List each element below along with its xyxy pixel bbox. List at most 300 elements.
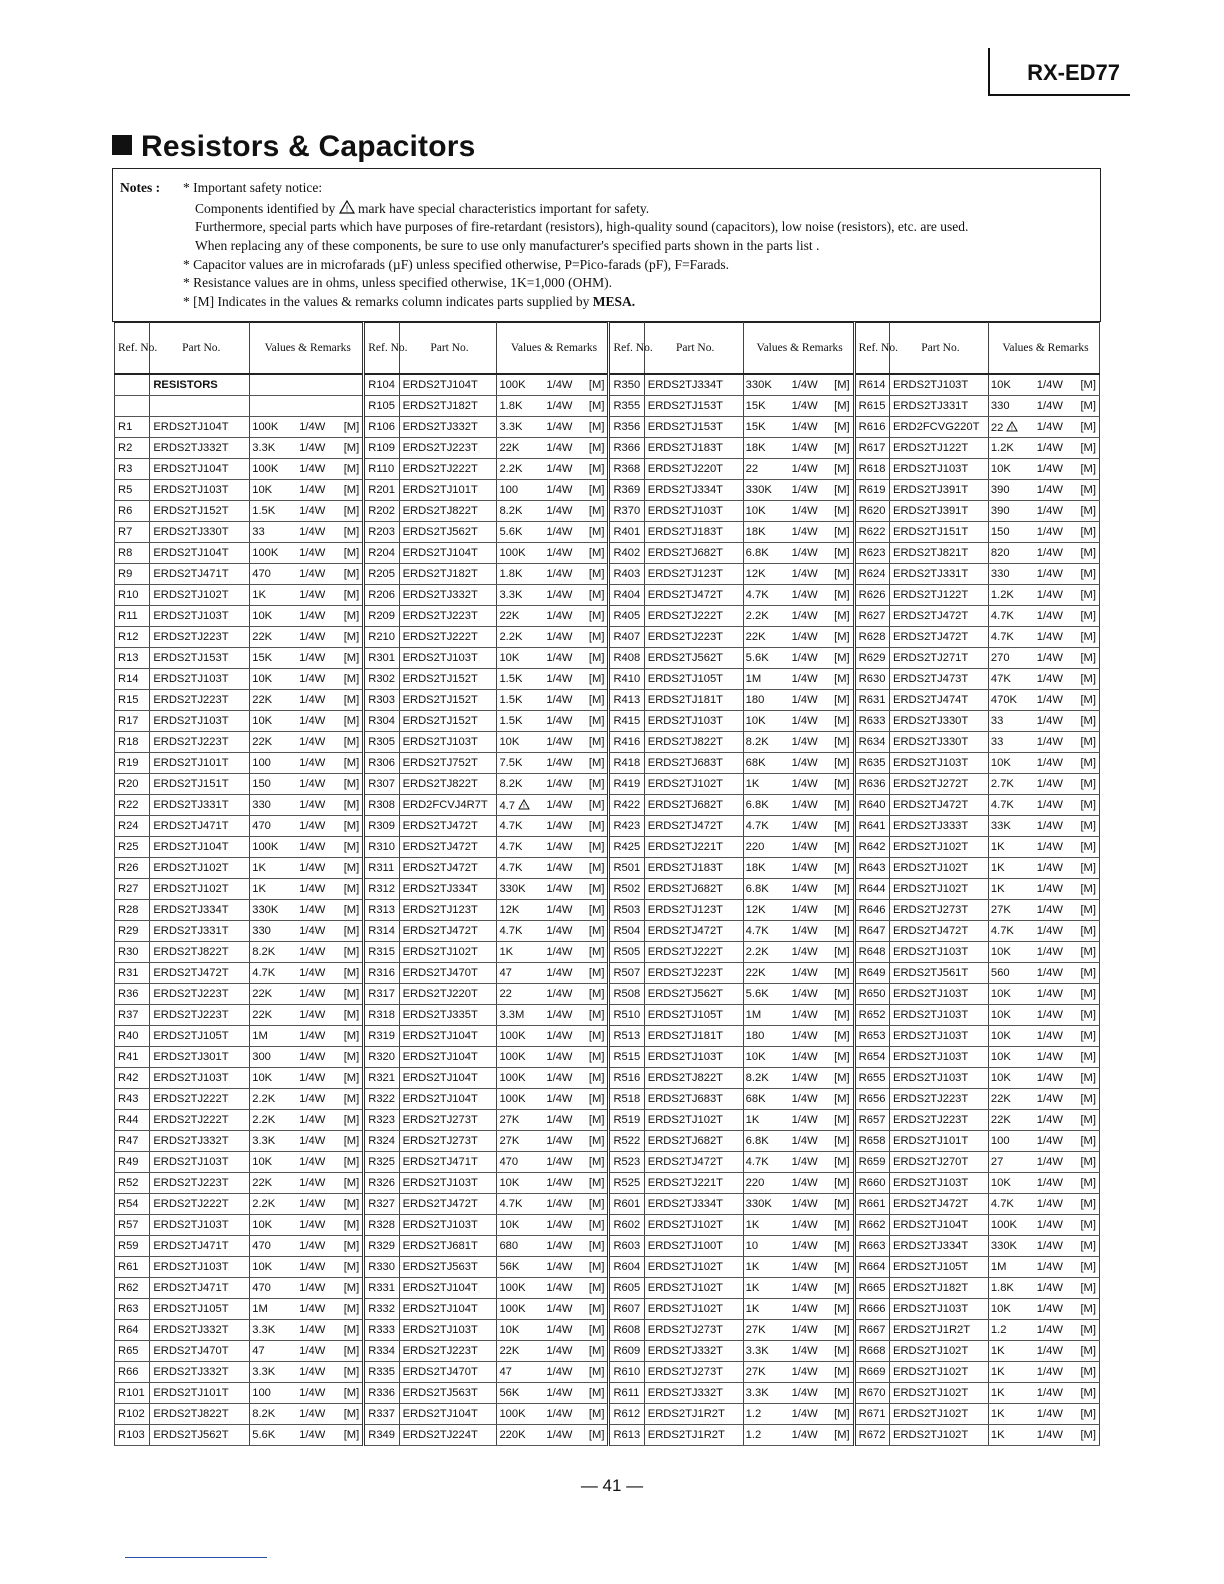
value-text: 12K [499,904,520,916]
value-text: 4.7K [499,820,523,832]
ref-no-cell: R335 [364,1362,399,1383]
mesa-mark-cell: [M] [1075,1362,1099,1383]
ref-no-cell: R402 [609,543,644,564]
table-row [115,690,1100,711]
power-cell: 1/4W [297,480,337,501]
mesa-mark-cell: [M] [585,732,609,753]
value-text: 1.5K [499,673,523,685]
part-no-cell: ERDS2TJ152T [399,690,497,711]
part-no-cell: ERDS2TJ104T [150,459,250,480]
part-no-cell: ERDS2TJ332T [150,1320,250,1341]
ref-no-cell: R17 [115,711,150,732]
mesa-mark-cell: [M] [830,732,854,753]
value-cell [497,1026,544,1047]
value-text: 22K [990,1114,1011,1126]
mesa-mark-cell: [M] [585,816,609,837]
power-cell: 1/4W [297,522,337,543]
ref-no-cell: R309 [364,816,399,837]
part-no-cell: ERDS2TJ222T [399,459,497,480]
mesa-mark-cell: [M] [1075,711,1099,732]
value-cell [250,1089,297,1110]
power-cell: 1/4W [790,585,830,606]
value-cell [743,732,789,753]
value-text: 100K [252,841,279,853]
ref-no-cell: R7 [115,522,150,543]
mesa-mark-cell: [M] [1075,837,1099,858]
value-text: 10K [990,1030,1011,1042]
mesa-mark-cell: [M] [338,858,364,879]
mesa-mark-cell: [M] [585,1005,609,1026]
value-cell [743,921,789,942]
header-part-no: Part No. [150,323,250,375]
power-cell: 1/4W [544,711,584,732]
value-cell [988,543,1034,564]
value-cell [497,1383,544,1404]
mesa-mark-cell: [M] [1075,1089,1099,1110]
model-header [988,48,1130,96]
ref-no-cell: R47 [115,1131,150,1152]
ref-no-cell: R210 [364,627,399,648]
part-no-cell: ERDS2TJ104T [399,374,497,396]
ref-no-cell: R405 [609,606,644,627]
part-no-cell: ERDS2TJ103T [889,753,988,774]
value-text: 3.3K [252,1135,276,1147]
ref-no-cell: R102 [115,1404,150,1425]
power-cell: 1/4W [297,438,337,459]
part-no-cell: ERDS2TJ471T [150,1278,250,1299]
table-row [115,374,1100,396]
part-no-cell: ERDS2TJ104T [399,1089,497,1110]
value-text: 4.7K [990,925,1014,937]
mesa-mark-cell: [M] [830,1089,854,1110]
value-text: 330K [990,1240,1018,1252]
mesa-mark-cell: [M] [585,921,609,942]
value-cell [743,1152,789,1173]
ref-no-cell: R656 [854,1089,889,1110]
value-text: 100 [990,1135,1010,1147]
ref-no-cell: R44 [115,1110,150,1131]
power-cell: 1/4W [1035,1257,1075,1278]
value-cell [743,1089,789,1110]
value-text: 3.3K [745,1345,769,1357]
value-cell [743,1215,789,1236]
ref-no-cell: R304 [364,711,399,732]
ref-no-cell: R209 [364,606,399,627]
value-text: 27K [499,1114,520,1126]
part-no-cell: ERDS2TJ223T [150,732,250,753]
value-cell [988,837,1034,858]
part-no-cell: ERDS2TJ183T [644,438,743,459]
mesa-mark-cell: [M] [1075,879,1099,900]
mesa-mark-cell: [M] [830,1383,854,1404]
mesa-mark-cell: [M] [830,1362,854,1383]
power-cell: 1/4W [790,1026,830,1047]
table-row [115,774,1100,795]
power-cell: 1/4W [790,816,830,837]
part-no-cell: ERDS2TJ220T [644,459,743,480]
value-cell [988,1362,1034,1383]
ref-no-cell: R356 [609,417,644,438]
ref-no-cell: R525 [609,1173,644,1194]
ref-no-cell: R59 [115,1236,150,1257]
value-cell [497,1089,544,1110]
value-text: 100K [252,463,279,475]
value-text: 10K [499,652,520,664]
part-no-cell: ERDS2TJ102T [644,1257,743,1278]
value-text: 4.7K [990,610,1014,622]
power-cell: 1/4W [790,374,830,396]
part-no-cell: ERDS2TJ561T [889,963,988,984]
mesa-mark-cell: [M] [338,1194,364,1215]
value-cell [497,438,544,459]
value-cell [497,627,544,648]
safety-line-1-pre: Components identified by [195,201,336,216]
mesa-mark-cell: [M] [585,543,609,564]
mesa-mark-cell: [M] [1075,1299,1099,1320]
power-cell: 1/4W [297,417,337,438]
value-text: 470 [499,1156,519,1168]
part-no-cell: ERDS2TJ103T [150,1068,250,1089]
power-cell: 1/4W [297,711,337,732]
ref-no-cell: R507 [609,963,644,984]
header-ref-no: Ref. No. [115,323,150,375]
power-cell: 1/4W [297,837,337,858]
value-cell [988,900,1034,921]
power-cell: 1/4W [1035,522,1075,543]
mesa-mark-cell: [M] [1075,564,1099,585]
bullet-square-icon [112,135,132,155]
part-no-cell: ERDS2TJ273T [399,1110,497,1131]
ref-no-cell: R104 [364,374,399,396]
value-text: 10K [252,715,273,727]
capacitor-note: * Capacitor values are in microfarads (µF) unless specified otherwise, P=Pico-farads (pF), F=Farads. [183,257,729,272]
ref-no-cell: R617 [854,438,889,459]
mesa-mark-cell: [M] [1075,1404,1099,1425]
part-no-cell: ERDS2TJ332T [150,438,250,459]
value-text: 22K [499,442,520,454]
value-cell [497,1299,544,1320]
parts-table [114,322,1100,1446]
power-cell: 1/4W [544,1404,584,1425]
table-row [115,564,1100,585]
part-no-cell: ERDS2TJ103T [889,984,988,1005]
value-text: 4.7K [990,1198,1014,1210]
ref-no-cell: R302 [364,669,399,690]
part-no-cell: ERDS2TJ103T [889,1005,988,1026]
part-no-cell: ERDS2TJ472T [889,921,988,942]
ref-no-cell: R2 [115,438,150,459]
part-no-cell: ERDS2TJ822T [399,501,497,522]
value-text: 220 [745,1177,765,1189]
value-cell [988,585,1034,606]
ref-no-cell: R103 [115,1425,150,1446]
power-cell: 1/4W [790,669,830,690]
value-cell [497,1341,544,1362]
part-no-cell: ERDS2TJ102T [150,858,250,879]
ref-no-cell: R407 [609,627,644,648]
part-no-cell: ERDS2TJ182T [399,564,497,585]
part-no-cell: ERDS2TJ752T [399,753,497,774]
mesa-mark-cell: [M] [585,1047,609,1068]
power-cell: 1/4W [1035,1068,1075,1089]
mesa-mark-cell: [M] [1075,501,1099,522]
value-text: 1K [252,883,266,895]
ref-no-cell: R418 [609,753,644,774]
mesa-mark-cell: [M] [338,753,364,774]
ref-no-cell: R403 [609,564,644,585]
mesa-mark-cell: [M] [830,1320,854,1341]
part-no-cell: ERDS2TJ334T [889,1236,988,1257]
value-text: 100K [499,547,526,559]
power-cell: 1/4W [1035,564,1075,585]
value-text: 4.7K [990,799,1014,811]
mesa-mark-cell: [M] [585,669,609,690]
part-no-cell: ERDS2TJ105T [889,1257,988,1278]
value-text: 1.8K [499,400,523,412]
value-cell [743,1320,789,1341]
ref-no-cell: R623 [854,543,889,564]
part-no-cell: ERDS2TJ301T [150,1047,250,1068]
value-text: 470 [252,1282,271,1294]
value-text: 1K [990,841,1005,853]
value-cell [250,1299,297,1320]
ref-no-cell: R613 [609,1425,644,1446]
table-row [115,900,1100,921]
mesa-mark-cell: [M] [338,1047,364,1068]
ref-no-cell: R649 [854,963,889,984]
value-cell [988,1047,1034,1068]
power-cell: 1/4W [544,837,584,858]
part-no-cell: ERDS2TJ222T [150,1110,250,1131]
value-text: 15K [745,400,766,412]
part-no-cell: ERDS2TJ330T [889,711,988,732]
power-cell: 1/4W [790,1341,830,1362]
part-no-cell: ERDS2TJ103T [399,648,497,669]
value-text: 100 [252,1387,271,1399]
safety-line-2: Furthermore, special parts which have purposes of fire-retardant (resistors), high-quality sound (capacitors), low noise (resistors), etc. are used. [195,219,969,234]
mesa-mark-cell: [M] [830,1131,854,1152]
value-cell [250,480,297,501]
power-cell: 1/4W [1035,1299,1075,1320]
table-row [115,1320,1100,1341]
ref-no-cell: R322 [364,1089,399,1110]
mesa-mark-cell: [M] [830,690,854,711]
mesa-mark-cell: [M] [830,816,854,837]
power-cell: 1/4W [1035,1215,1075,1236]
power-cell: 1/4W [297,1383,337,1404]
mesa-mark-cell: [M] [338,1299,364,1320]
power-cell: 1/4W [1035,732,1075,753]
ref-no-cell: R658 [854,1131,889,1152]
value-cell [497,774,544,795]
part-no-cell: ERDS2TJ471T [150,1236,250,1257]
value-cell [497,900,544,921]
mesa-mark-cell: [M] [338,1278,364,1299]
value-text: 22K [252,988,273,1000]
part-no-cell: ERDS2TJ223T [150,1173,250,1194]
part-no-cell: ERDS2TJ152T [399,711,497,732]
mesa-mark-cell: [M] [1075,396,1099,417]
part-no-cell: ERDS2TJ123T [644,564,743,585]
value-text: 1.5K [499,694,523,706]
value-text: 5.6K [745,988,769,1000]
part-no-cell: ERDS2TJ470T [399,963,497,984]
value-cell [250,732,297,753]
ref-no-cell: R5 [115,480,150,501]
part-no-cell: ERDS2TJ104T [399,1404,497,1425]
ref-no-cell: R328 [364,1215,399,1236]
value-cell [743,942,789,963]
mesa-mark-cell: [M] [1075,984,1099,1005]
mesa-mark-cell: [M] [830,900,854,921]
value-text: 330K [499,883,526,895]
notes-label: Notes : [120,180,161,195]
resistance-note: * Resistance values are in ohms, unless specified otherwise, 1K=1,000 (OHM). [183,275,613,290]
ref-no-cell: R404 [609,585,644,606]
ref-no-cell: R1 [115,417,150,438]
power-cell: 1/4W [297,858,337,879]
part-no-cell: ERDS2TJ1R2T [644,1404,743,1425]
mesa-mark-cell: [M] [1075,732,1099,753]
part-no-cell: ERDS2TJ103T [889,1299,988,1320]
power-cell: 1/4W [1035,480,1075,501]
power-cell: 1/4W [1035,543,1075,564]
ref-no-cell: R42 [115,1068,150,1089]
ref-no-cell: R670 [854,1383,889,1404]
value-cell [743,963,789,984]
notes-box [112,168,1101,322]
ref-no-cell: R636 [854,774,889,795]
value-cell [497,1425,544,1446]
power-cell: 1/4W [544,396,584,417]
mesa-mark-cell: [M] [1075,900,1099,921]
part-no-cell: ERDS2TJ334T [644,480,743,501]
part-no-cell: ERDS2TJ330T [889,732,988,753]
power-cell: 1/4W [1035,1131,1075,1152]
part-no-cell: ERDS2TJ105T [644,1005,743,1026]
mesa-mark-cell: [M] [585,837,609,858]
value-text: 1K [745,1282,760,1294]
power-cell: 1/4W [790,1068,830,1089]
part-no-cell: ERDS2TJ273T [889,900,988,921]
value-text: 1.2K [990,589,1014,601]
ref-no-cell: R41 [115,1047,150,1068]
part-no-cell: ERDS2TJ562T [644,984,743,1005]
mesa-mark-cell: [M] [1075,921,1099,942]
power-cell: 1/4W [790,1173,830,1194]
part-no-cell: ERDS2TJ683T [644,1089,743,1110]
value-text: 5.6K [745,652,769,664]
power-cell: 1/4W [1035,984,1075,1005]
value-cell [743,1005,789,1026]
value-cell [250,1068,297,1089]
table-row [115,795,1100,816]
value-cell [250,816,297,837]
power-cell: 1/4W [297,1047,337,1068]
part-no-cell: ERDS2TJ335T [399,1005,497,1026]
ref-no-cell: R326 [364,1173,399,1194]
part-no-cell: ERDS2TJ470T [399,1362,497,1383]
value-cell [988,879,1034,900]
mesa-mark-cell: [M] [338,690,364,711]
value-cell [250,1278,297,1299]
power-cell: 1/4W [297,879,337,900]
part-no-cell: ERDS2TJ183T [644,522,743,543]
mesa-mark-cell: [M] [338,837,364,858]
mesa-mark-cell: [M] [338,1236,364,1257]
power-cell: 1/4W [1035,606,1075,627]
ref-no-cell: R305 [364,732,399,753]
table-row [115,711,1100,732]
table-row [115,1425,1100,1446]
mesa-mark-cell: [M] [830,1005,854,1026]
value-cell [250,543,297,564]
power-cell: 1/4W [544,459,584,480]
part-no-cell: ERDS2TJ104T [150,543,250,564]
value-text: 22K [745,967,766,979]
ref-no-cell: R608 [609,1320,644,1341]
part-no-cell: ERDS2TJ472T [399,921,497,942]
ref-no-cell: R310 [364,837,399,858]
part-no-cell: ERDS2TJ102T [644,1299,743,1320]
power-cell: 1/4W [297,1173,337,1194]
value-text: 100K [499,1093,526,1105]
value-text: 100K [499,1030,526,1042]
value-text: 8.2K [252,946,276,958]
value-cell [743,1362,789,1383]
value-text: 3.3K [252,442,276,454]
value-cell [497,1131,544,1152]
warning-triangle-icon [518,799,530,810]
power-cell: 1/4W [544,585,584,606]
part-no-cell: ERDS2TJ822T [644,732,743,753]
value-cell [988,1089,1034,1110]
power-cell: 1/4W [544,543,584,564]
value-text: 27K [745,1324,766,1336]
part-no-cell: ERDS2TJ472T [889,1194,988,1215]
part-no-cell: ERDS2TJ102T [889,837,988,858]
power-cell: 1/4W [297,627,337,648]
value-cell [497,1005,544,1026]
part-no-cell: ERDS2TJ334T [399,879,497,900]
value-text: 4.7K [745,925,769,937]
power-cell: 1/4W [1035,1194,1075,1215]
value-cell [988,1173,1034,1194]
power-cell: 1/4W [1035,585,1075,606]
part-no-cell: ERDS2TJ562T [399,522,497,543]
mesa-mark-cell: [M] [585,1194,609,1215]
value-cell [743,774,789,795]
ref-no-cell: R29 [115,921,150,942]
value-cell [497,1404,544,1425]
mesa-mark-cell: [M] [1075,438,1099,459]
ref-no-cell: R66 [115,1362,150,1383]
value-text: 18K [745,862,766,874]
table-row [115,879,1100,900]
mesa-mark-cell: [M] [830,417,854,438]
mesa-mark-cell: [M] [830,1110,854,1131]
ref-no-cell: R618 [854,459,889,480]
power-cell: 1/4W [297,921,337,942]
ref-no-cell: R65 [115,1341,150,1362]
mesa-mark-cell: [M] [338,459,364,480]
ref-no-cell: R628 [854,627,889,648]
ref-no-cell: R26 [115,858,150,879]
mesa-mark-cell: [M] [830,1047,854,1068]
value-text: 1K [745,1303,760,1315]
power-cell: 1/4W [297,1278,337,1299]
table-row [115,522,1100,543]
